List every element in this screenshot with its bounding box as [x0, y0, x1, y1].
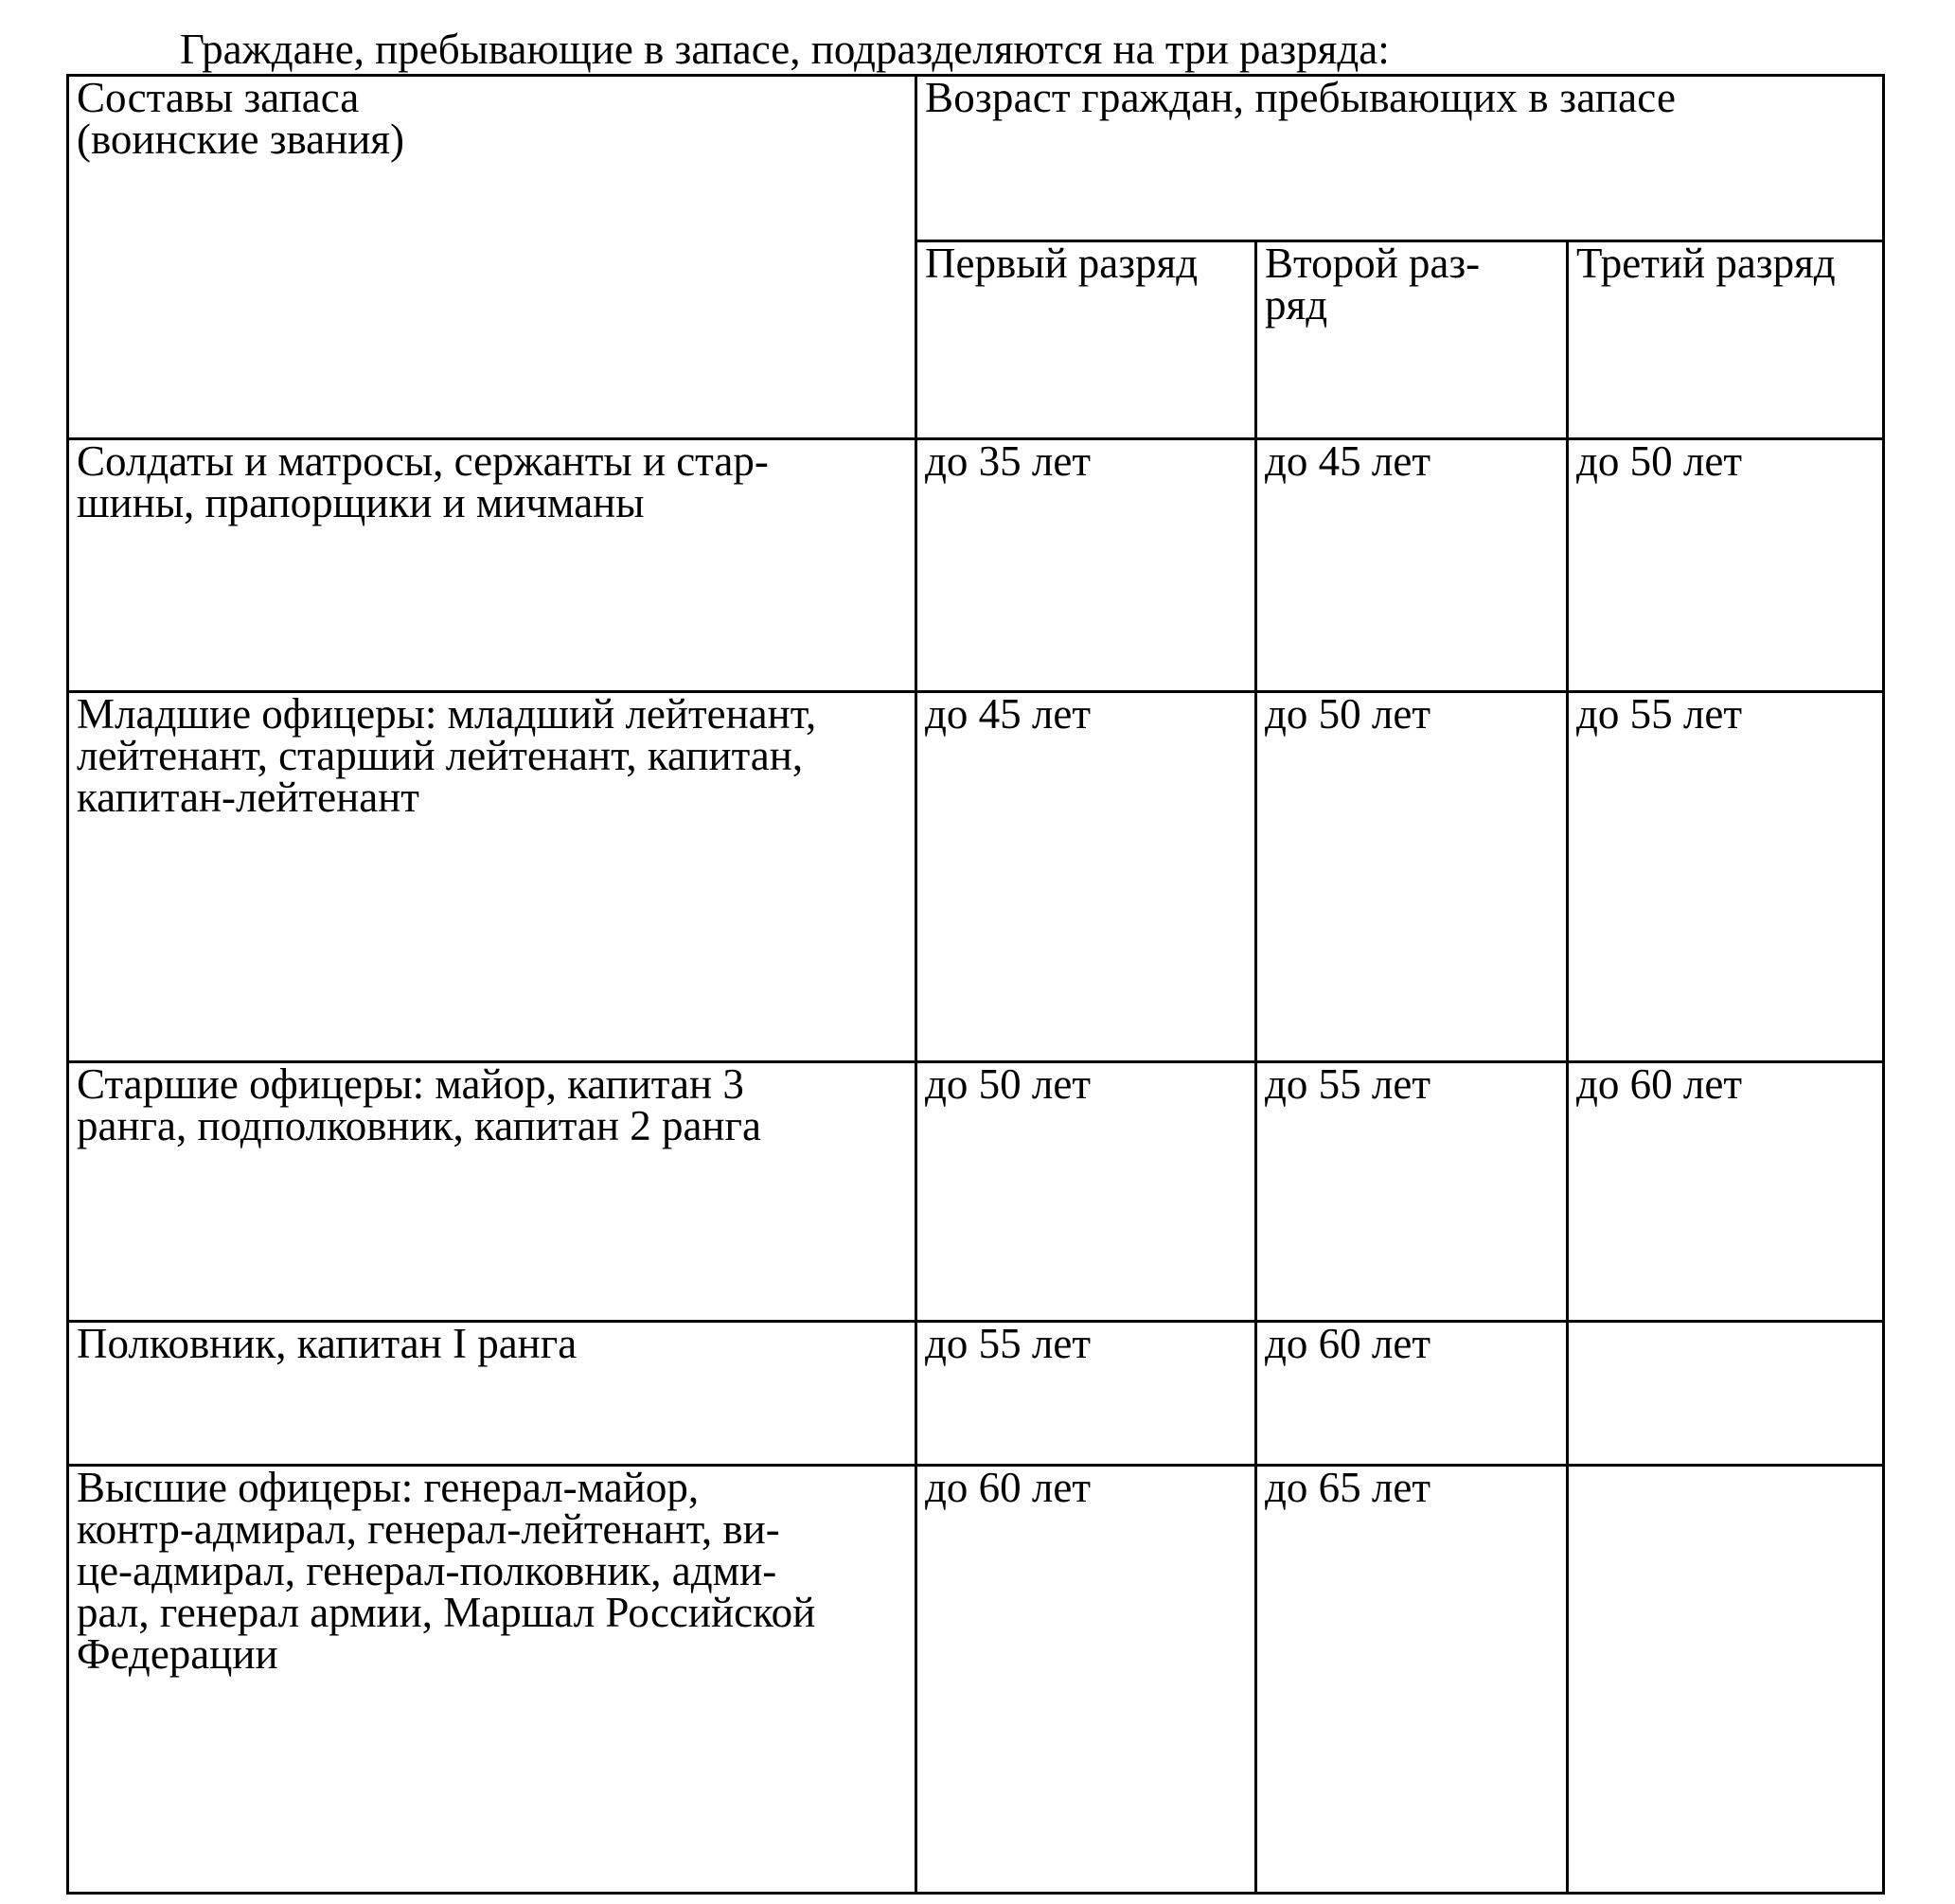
composition-line: капитан-лейтенант	[77, 774, 419, 821]
second-category-value: до 45 лет	[1256, 439, 1568, 692]
composition-line: контр-адмирал, генерал-лейтенант, ви-	[77, 1505, 780, 1553]
header-third-category-label: Третий разряд	[1576, 240, 1836, 287]
header-second-category-cell	[1256, 241, 1568, 439]
header-age-group-label: Возраст граждан, пребывающих в запасе	[925, 74, 1677, 121]
third-category-value: до 50 лет	[1568, 439, 1884, 692]
composition-cell	[68, 692, 916, 1062]
second-category-value: до 65 лет	[1256, 1466, 1568, 1894]
first-category-value: до 50 лет	[916, 1062, 1256, 1322]
header-third-category-cell	[1568, 241, 1884, 439]
header-first-category-label: Первый разряд	[925, 240, 1199, 287]
composition-line: рал, генерал армии, Маршал Российской	[77, 1589, 816, 1636]
second-category-value: до 50 лет	[1256, 692, 1568, 1062]
first-category-value: до 60 лет	[916, 1466, 1256, 1894]
table-row	[68, 1062, 1884, 1322]
composition-line: Солдаты и матросы, сержанты и стар-	[77, 437, 769, 485]
composition-cell	[68, 1062, 916, 1322]
header-second-category-line: Второй раз-	[1265, 240, 1481, 287]
header-composition-cell	[68, 76, 916, 439]
table-row	[68, 692, 1884, 1062]
second-category-value: до 55 лет	[1256, 1062, 1568, 1322]
composition-line: Полковник, капитан I ранга	[77, 1320, 578, 1367]
composition-cell	[68, 1322, 916, 1466]
reserve-categories-table	[66, 74, 1885, 1895]
table-row	[68, 1322, 1884, 1466]
composition-line: Старшие офицеры: майор, капитан 3	[77, 1060, 744, 1108]
third-category-value: до 55 лет	[1568, 692, 1884, 1062]
composition-cell	[68, 1466, 916, 1894]
header-composition-line: Составы запаса	[77, 74, 360, 121]
intro-sentence: Граждане, пребывающие в запасе, подразделяются на три разряда:	[180, 26, 1390, 73]
first-category-value: до 45 лет	[916, 692, 1256, 1062]
composition-line: Младшие офицеры: младший лейтенант,	[77, 690, 817, 738]
composition-line: Федерации	[77, 1630, 278, 1678]
third-category-value	[1568, 1322, 1884, 1466]
third-category-value	[1568, 1466, 1884, 1894]
header-row-top	[68, 76, 1884, 241]
composition-cell	[68, 439, 916, 692]
header-second-category-line: ряд	[1265, 281, 1328, 329]
composition-line: Высшие офицеры: генерал-майор,	[77, 1464, 700, 1511]
composition-line: ранга, подполковник, капитан 2 ранга	[77, 1102, 761, 1149]
composition-line: шины, прапорщики и мичманы	[77, 479, 645, 526]
second-category-value: до 60 лет	[1256, 1322, 1568, 1466]
table-row	[68, 1466, 1884, 1894]
header-age-group-cell	[916, 76, 1884, 241]
header-first-category-cell	[916, 241, 1256, 439]
first-category-value: до 55 лет	[916, 1322, 1256, 1466]
composition-line: це-адмирал, генерал-полковник, адми-	[77, 1547, 777, 1594]
first-category-value: до 35 лет	[916, 439, 1256, 692]
table-row	[68, 439, 1884, 692]
header-composition-line: (воинские звания)	[77, 116, 404, 163]
composition-line: лейтенант, старший лейтенант, капитан,	[77, 732, 804, 779]
third-category-value: до 60 лет	[1568, 1062, 1884, 1322]
